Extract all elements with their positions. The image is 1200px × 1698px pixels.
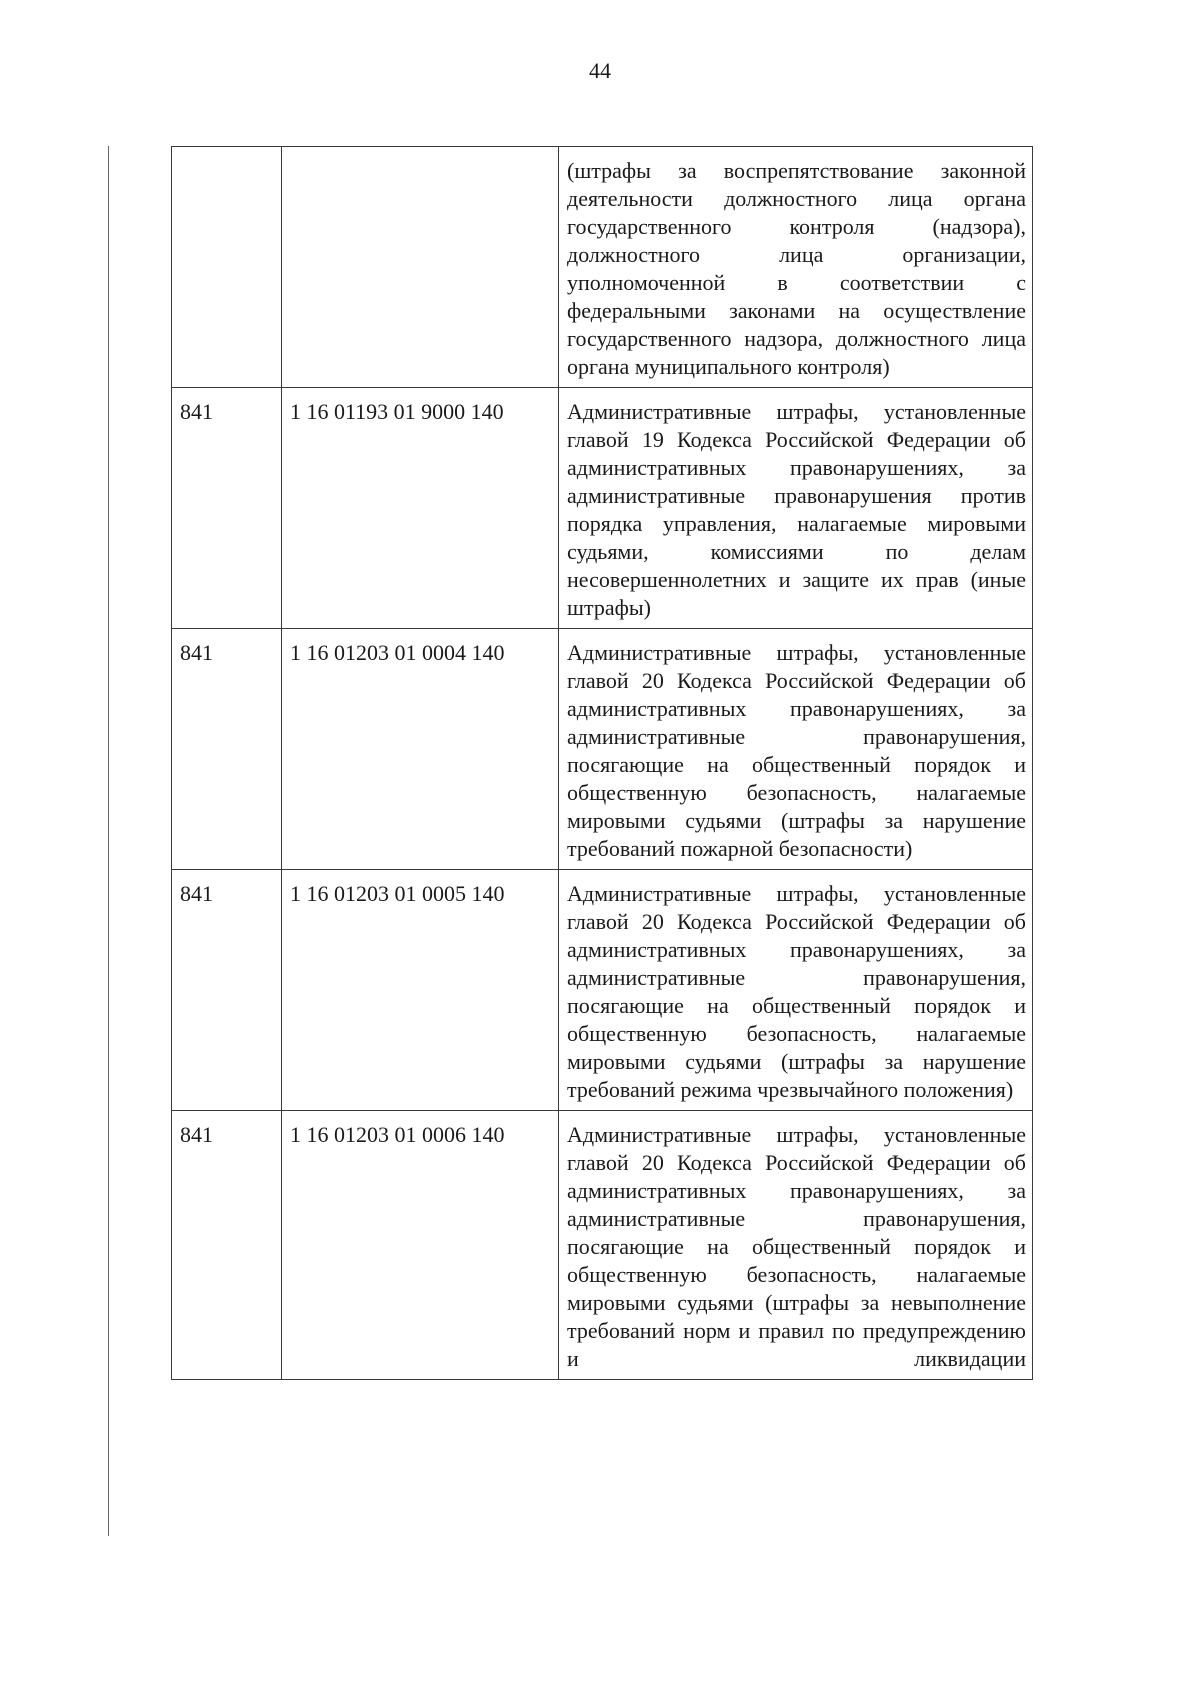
kbk-code-cell: 1 16 01203 01 0006 140 [282, 1111, 559, 1380]
kbk-code-cell: 1 16 01203 01 0004 140 [282, 629, 559, 870]
revenue-codes-table [171, 146, 1033, 1380]
table-row [172, 388, 1033, 629]
kbk-code-cell [282, 147, 559, 388]
revenue-name-cell: (штрафы за воспрепятствование законной деятельности должностного лица органа государственного контроля (надзора), должностного лица организации, уполномоченной в соответствии с федеральными законами на осуществление государственного надзора, должностного лица органа муниципального контроля) [559, 147, 1033, 388]
admin-code-cell: 841 [172, 629, 282, 870]
table-row [172, 1111, 1033, 1380]
table-row [172, 147, 1033, 388]
table-row [172, 870, 1033, 1111]
admin-code-cell [172, 147, 282, 388]
revenue-name-cell: Административные штрафы, установленные главой 20 Кодекса Российской Федерации об административных правонарушениях, за административные правонарушения, посягающие на общественный порядок и общественную безопасность, налагаемые мировыми судьями (штрафы за нарушение требований режима чрезвычайного положения) [559, 870, 1033, 1111]
kbk-code-cell: 1 16 01193 01 9000 140 [282, 388, 559, 629]
page-number: 44 [589, 58, 611, 83]
kbk-code-cell: 1 16 01203 01 0005 140 [282, 870, 559, 1111]
admin-code-cell: 841 [172, 388, 282, 629]
revenue-name-cell: Административные штрафы, установленные главой 19 Кодекса Российской Федерации об административных правонарушениях, за административные правонарушения против порядка управления, налагаемые мировыми судьями, комиссиями по делам несовершеннолетних и защите их прав (иные штрафы) [559, 388, 1033, 629]
revenue-name-cell: Административные штрафы, установленные главой 20 Кодекса Российской Федерации об административных правонарушениях, за административные правонарушения, посягающие на общественный порядок и общественную безопасность, налагаемые мировыми судьями (штрафы за невыполнение требований норм и правил по предупреждению и ликвидации [559, 1111, 1033, 1380]
admin-code-cell: 841 [172, 1111, 282, 1380]
revenue-name-cell: Административные штрафы, установленные главой 20 Кодекса Российской Федерации об административных правонарушениях, за административные правонарушения, посягающие на общественный порядок и общественную безопасность, налагаемые мировыми судьями (штрафы за нарушение требований пожарной безопасности) [559, 629, 1033, 870]
table-row [172, 629, 1033, 870]
margin-line [108, 146, 109, 1536]
admin-code-cell: 841 [172, 870, 282, 1111]
